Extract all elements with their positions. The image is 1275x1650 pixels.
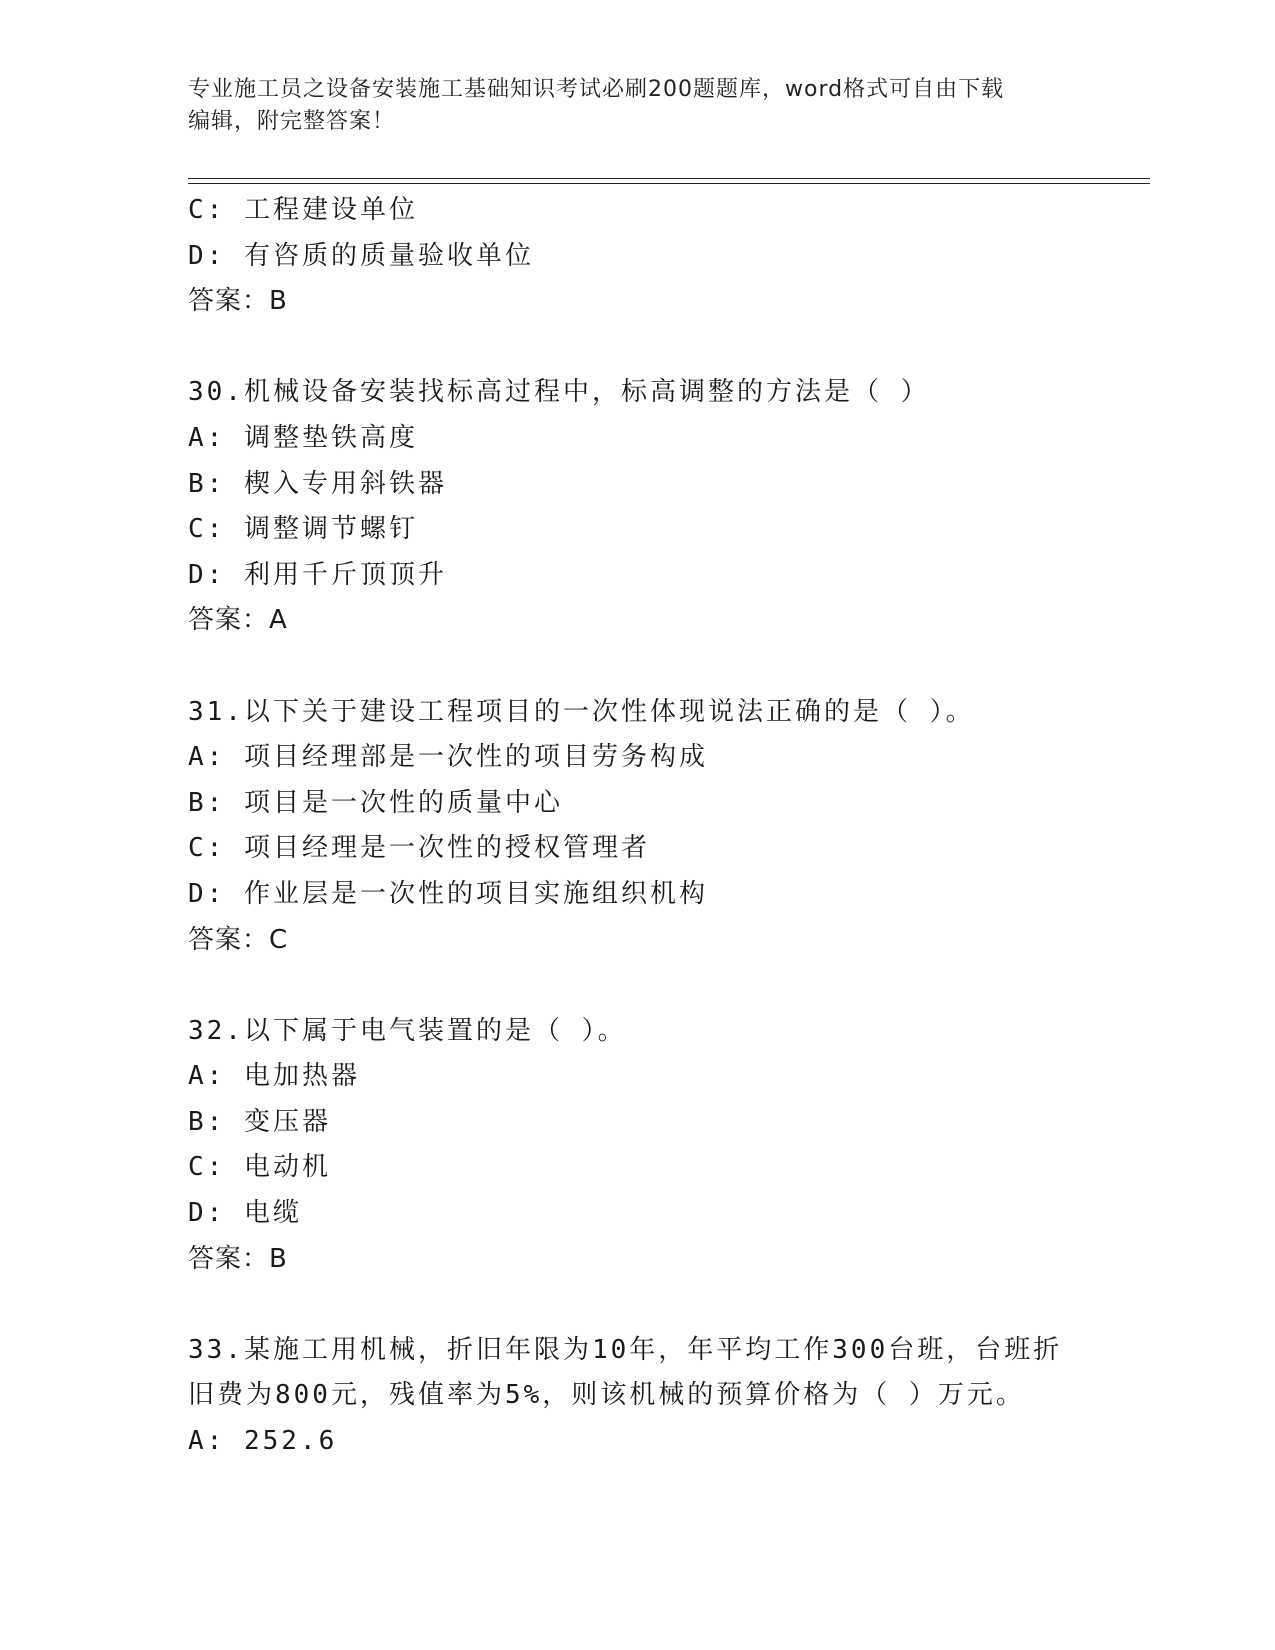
- question-text-line-1: 33.某施工用机械，折旧年限为10年，年平均工作300台班，台班折: [188, 1334, 1063, 1365]
- option-d: D: 有咨质的质量验收单位: [188, 240, 534, 271]
- option-d: D: 利用千斤顶顶升: [188, 559, 447, 590]
- question-text-line-2: 旧费为800元，残值率为5%，则该机械的预算价格为（ ）万元。: [188, 1380, 1025, 1411]
- spacer: [188, 1282, 1108, 1328]
- spacer: [188, 644, 1108, 690]
- option-c: C: 调整调节螺钉: [188, 514, 418, 545]
- question-33: [188, 1328, 1108, 1465]
- answer-label: 答案：B: [188, 286, 288, 317]
- question-text: 32.以下属于电气装置的是（ ）。: [188, 1015, 627, 1046]
- question-29-tail: [188, 188, 1108, 325]
- answer-label: 答案：A: [188, 605, 288, 636]
- option-d: D: 电缆: [188, 1198, 302, 1229]
- answer-label: 答案：B: [188, 1243, 288, 1274]
- option-d: D: 作业层是一次性的项目实施组织机构: [188, 878, 708, 909]
- header-title-line-2: 编辑，附完整答案！: [188, 109, 396, 134]
- option-c: C: 工程建设单位: [188, 195, 418, 225]
- option-b: B: 楔入专用斜铁器: [188, 468, 447, 499]
- option-a: A: 调整垫铁高度: [188, 422, 418, 453]
- header-title-line-1: 专业施工员之设备安装施工基础知识考试必刷200题题库，word格式可自由下载: [188, 77, 1005, 102]
- question-31: [188, 690, 1108, 964]
- option-c: C: 电动机: [188, 1152, 331, 1183]
- option-a: A: 项目经理部是一次性的项目劳务构成: [188, 742, 708, 773]
- header-divider-top: [188, 178, 1150, 179]
- header-divider-bottom: [188, 183, 1150, 184]
- option-a: A: 252.6: [188, 1426, 338, 1457]
- spacer: [188, 963, 1108, 1009]
- option-b: B: 变压器: [188, 1106, 331, 1137]
- option-a: A: 电加热器: [188, 1061, 360, 1092]
- option-c: C: 项目经理是一次性的授权管理者: [188, 833, 650, 864]
- question-30: [188, 370, 1108, 644]
- question-list: [188, 188, 1108, 1465]
- option-b: B: 项目是一次性的质量中心: [188, 787, 563, 818]
- spacer: [188, 325, 1108, 371]
- question-32: [188, 1009, 1108, 1283]
- document-header: [188, 74, 1068, 138]
- question-text: 30.机械设备安装找标高过程中，标高调整的方法是（ ）: [188, 377, 930, 408]
- question-text: 31.以下关于建设工程项目的一次性体现说法正确的是（ ）。: [188, 696, 975, 727]
- answer-label: 答案：C: [188, 924, 289, 955]
